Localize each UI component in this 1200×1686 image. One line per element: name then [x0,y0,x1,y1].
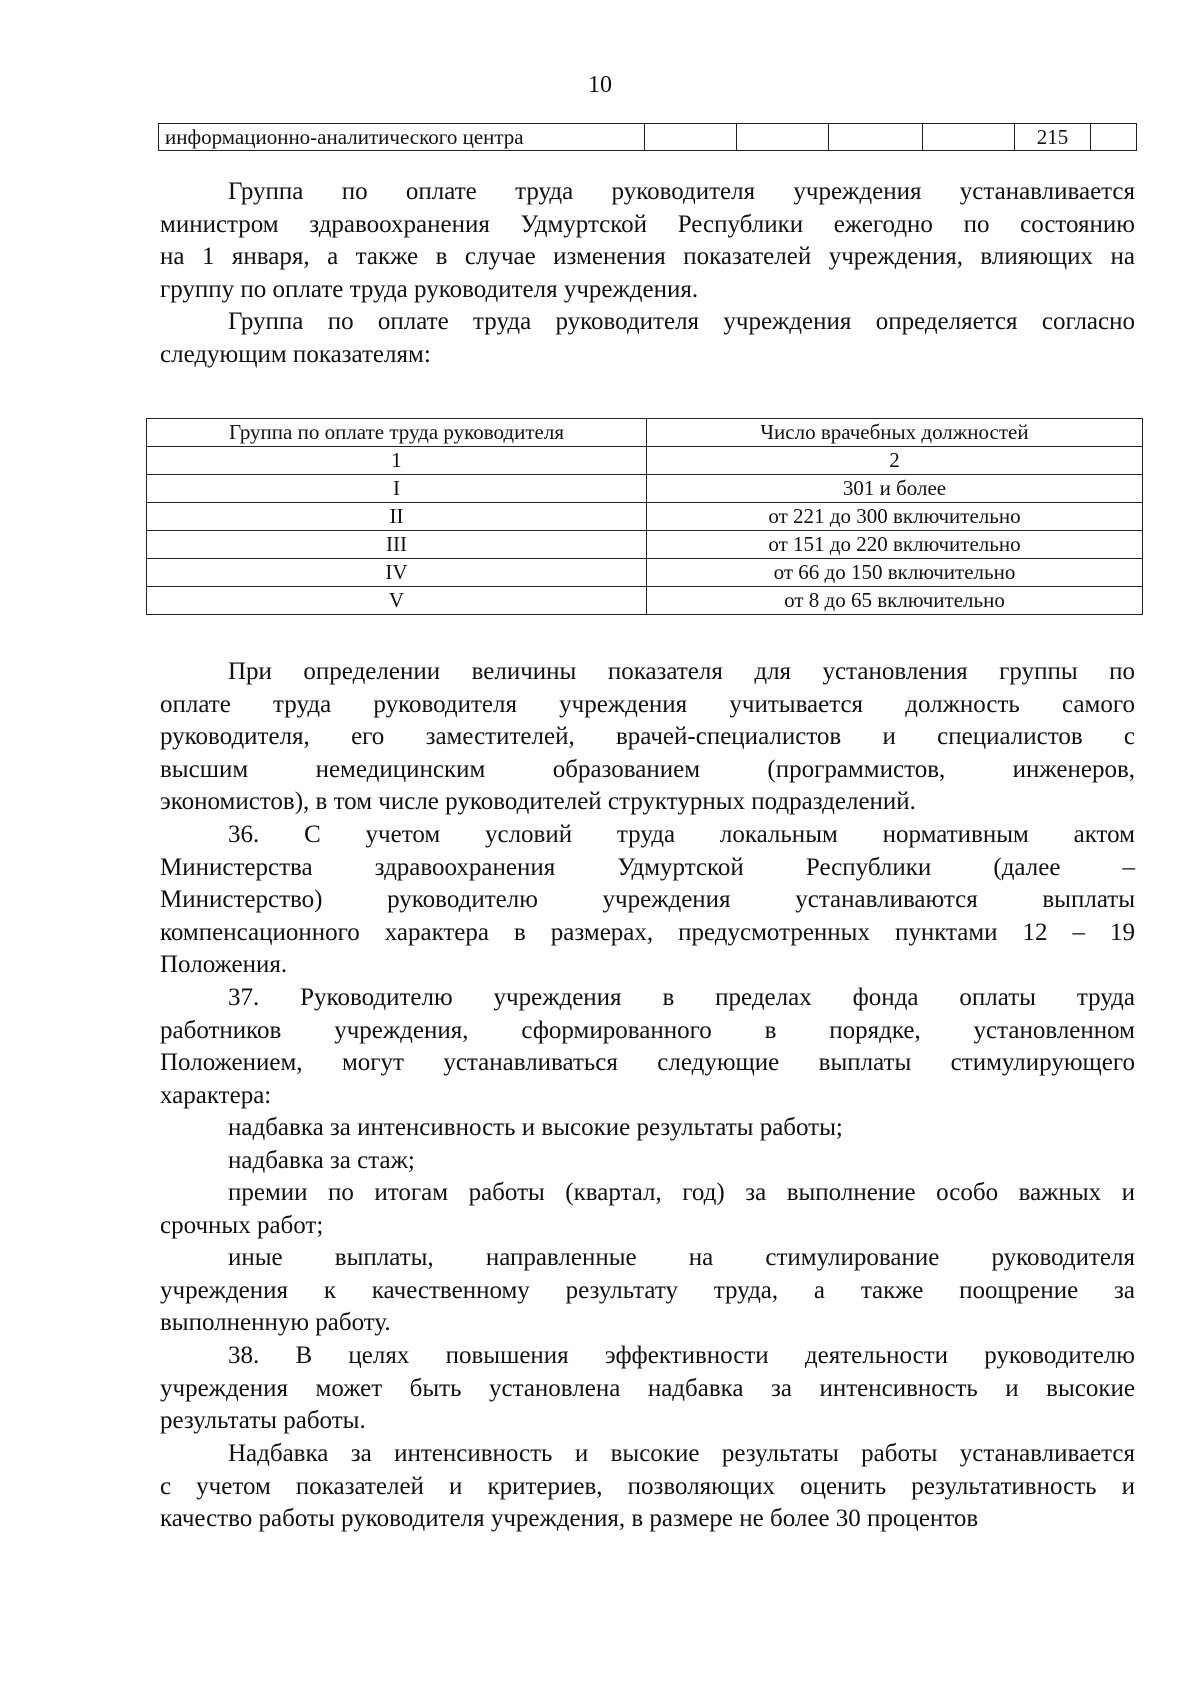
text-line: надбавка за стаж; [228,1147,415,1174]
text-line: Группа по оплате труда руководителя учреждения устанавливается [228,178,1135,205]
row-label: информационно-аналитического центра [159,124,645,151]
text-line: на 1 января, а также в случае изменения показателей учреждения, влияющих на [160,243,1135,270]
text-line: высшим немедицинским образованием (программистов, инженеров, [160,755,1135,783]
text-line: срочных работ; [160,1211,324,1239]
text-line: учреждения к качественному результату труда, а также поощрение за [160,1276,1135,1304]
text-line: Министерство) руководителю учреждения устанавливаются выплаты [160,886,1135,913]
list-item-bonuses [160,1177,1135,1242]
text-line: 36. С учетом условий труда локальным нормативным актом [228,821,1135,848]
list-item-intensity-bonus [160,1112,1135,1145]
positions-cell: от 151 до 220 включительно [647,531,1143,559]
paragraph-intensity-bonus [160,1438,1135,1536]
table-row [147,531,1143,559]
group-cell: I [147,475,647,503]
text-line: премии по итогам работы (квартал, год) за выполнение особо важных и [228,1179,1135,1206]
text-line: характера: [160,1081,272,1109]
group-cell: II [147,503,647,531]
text-line: Министерства здравоохранения Удмуртской Республики (далее – [160,853,1135,881]
paragraph-group-determination [160,176,1135,306]
list-item-other-payments [160,1242,1135,1340]
text-line: Группа по оплате труда руководителя учреждения определяется согласно [228,308,1135,335]
paragraph-indicator-calculation [160,656,1135,819]
text-line: 37. Руководителю учреждения в пределах фонда оплаты труда [228,984,1135,1011]
text-line: учреждения может быть установлена надбавка за интенсивность и высокие [160,1374,1135,1402]
list-item-seniority-bonus [160,1145,1135,1178]
text-line: Положением, могут устанавливаться следующие выплаты стимулирующего [160,1049,1135,1076]
positions-cell: от 221 до 300 включительно [647,503,1143,531]
text-line: результаты работы. [160,1407,366,1434]
positions-cell: 301 и более [647,475,1143,503]
text-line: выполненную работу. [160,1309,391,1336]
positions-cell: от 66 до 150 включительно [647,559,1143,587]
group-cell: III [147,531,647,559]
text-line: компенсационного характера в размерах, предусмотренных пунктами 12 – 19 [160,918,1135,946]
page-number: 10 [588,72,612,98]
column-number: 1 [147,447,647,475]
positions-cell: от 8 до 65 включительно [647,587,1143,615]
text-line: экономистов), в том числе руководителей структурных подразделений. [160,788,916,815]
column-number: 2 [647,447,1143,475]
group-cell: V [147,587,647,615]
table-row [147,503,1143,531]
text-line: При определении величины показателя для установления группы по [228,658,1135,685]
paragraph-group-indicators [160,306,1135,371]
column-header: Группа по оплате труда руководителя [147,419,647,447]
group-cell: IV [147,559,647,587]
text-line: качество работы руководителя учреждения, в размере не более 30 процентов [160,1505,979,1532]
text-line: оплате труда руководителя учреждения учитывается должность самого [160,690,1135,718]
text-line: руководителя, его заместителей, врачей-специалистов и специалистов с [160,723,1135,750]
table-row [147,559,1143,587]
paragraph-38 [160,1340,1135,1438]
text-line: следующим показателям: [160,340,431,368]
text-line: Положения. [160,951,288,978]
paragraph-36 [160,819,1135,982]
table-numbering-row [147,447,1143,475]
text-line: министром здравоохранения Удмуртской Республики ежегодно по состоянию [160,210,1135,238]
text-line: группу по оплате труда руководителя учреждения. [160,275,699,303]
table-row [147,587,1143,615]
groups-table [146,418,1143,615]
text-line: с учетом показателей и критериев, позволяющих оценить результативность и [160,1472,1135,1500]
continuation-table [158,123,1137,151]
text-line: Надбавка за интенсивность и высокие результаты работы устанавливается [228,1440,1135,1467]
text-line: иные выплаты, направленные на стимулирование руководителя [228,1244,1135,1271]
text-line: надбавка за интенсивность и высокие результаты работы; [228,1114,843,1141]
row-value: 215 [1015,124,1091,151]
text-line: работников учреждения, сформированного в порядке, установленном [160,1016,1135,1044]
column-header: Число врачебных должностей [647,419,1143,447]
table-row [147,475,1143,503]
table-row [159,124,1137,151]
table-header-row [147,419,1143,447]
text-line: 38. В целях повышения эффективности деятельности руководителю [228,1342,1135,1369]
paragraph-37 [160,982,1135,1112]
